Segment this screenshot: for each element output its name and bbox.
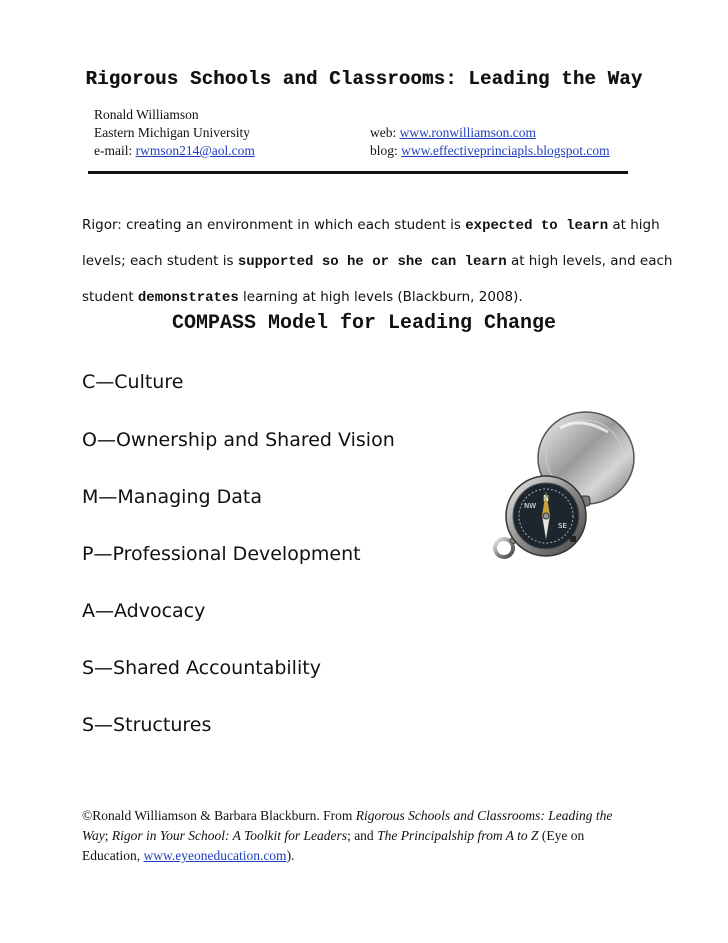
author-email-line — [94, 142, 255, 160]
model-item-structures: S—Structures — [82, 714, 212, 736]
document-title: Rigorous Schools and Classrooms: Leading the Way — [85, 68, 643, 90]
author-affiliation: Eastern Michigan University — [94, 125, 250, 140]
web-line — [370, 124, 610, 142]
footer-text-2: ; — [104, 828, 112, 843]
model-item-professional-development: P—Professional Development — [82, 543, 361, 565]
publisher-link[interactable]: www.eyeoneducation.com — [143, 848, 287, 863]
copyright-footer — [82, 806, 642, 866]
web-label: web: — [370, 125, 400, 140]
blog-label: blog: — [370, 143, 402, 158]
footer-title-2: Rigor in Your School: A Toolkit for Leaders — [111, 828, 348, 843]
author-name: Ronald Williamson — [94, 107, 199, 122]
blog-line — [370, 142, 610, 160]
footer-title-1: Rigorous Schools and Classrooms: Leading the Way — [82, 808, 613, 843]
header-divider — [88, 171, 628, 174]
rigor-text-1: Rigor: creating an environment in which each student is — [82, 217, 466, 233]
rigor-definition — [82, 208, 682, 316]
footer-text-4: (Eye on Education, — [82, 828, 585, 863]
footer-text-3: ; and — [347, 828, 378, 843]
author-links — [370, 124, 610, 160]
compass-body — [506, 476, 586, 556]
compass-nw-letter: NW — [524, 502, 537, 510]
rigor-text-2: at high levels; each student is — [82, 217, 660, 269]
footer-title-3: The Principalship from A to Z — [377, 828, 539, 843]
compass-se-letter: SE — [558, 522, 567, 530]
footer-text-1: ©Ronald Williamson & Barbara Blackburn. From — [82, 808, 356, 823]
blog-link[interactable]: www.effectiveprinciapls.blogspot.com — [401, 143, 610, 158]
model-heading: COMPASS Model for Leading Change — [171, 312, 557, 335]
compass-image — [480, 408, 636, 578]
web-link[interactable]: www.ronwilliamson.com — [399, 125, 536, 140]
model-item-advocacy: A—Advocacy — [82, 600, 206, 622]
rigor-text-3: at high levels, and each student — [82, 253, 673, 305]
rigor-bold-3: demonstrates — [137, 290, 239, 306]
author-info — [94, 106, 255, 160]
email-label: e-mail: — [94, 143, 136, 158]
compass-north-letter: N — [543, 494, 549, 503]
email-link[interactable]: rwmson214@aol.com — [135, 143, 255, 158]
model-item-shared-accountability: S—Shared Accountability — [82, 657, 321, 679]
rigor-text-4: learning at high levels (Blackburn, 2008). — [238, 289, 523, 305]
rigor-bold-2: supported so he or she can learn — [237, 254, 507, 270]
footer-text-5: ). — [286, 848, 295, 863]
model-item-ownership: O—Ownership and Shared Vision — [82, 429, 395, 451]
model-item-managing-data: M—Managing Data — [82, 486, 262, 508]
model-item-culture: C—Culture — [82, 371, 184, 393]
rigor-bold-1: expected to learn — [465, 218, 609, 234]
